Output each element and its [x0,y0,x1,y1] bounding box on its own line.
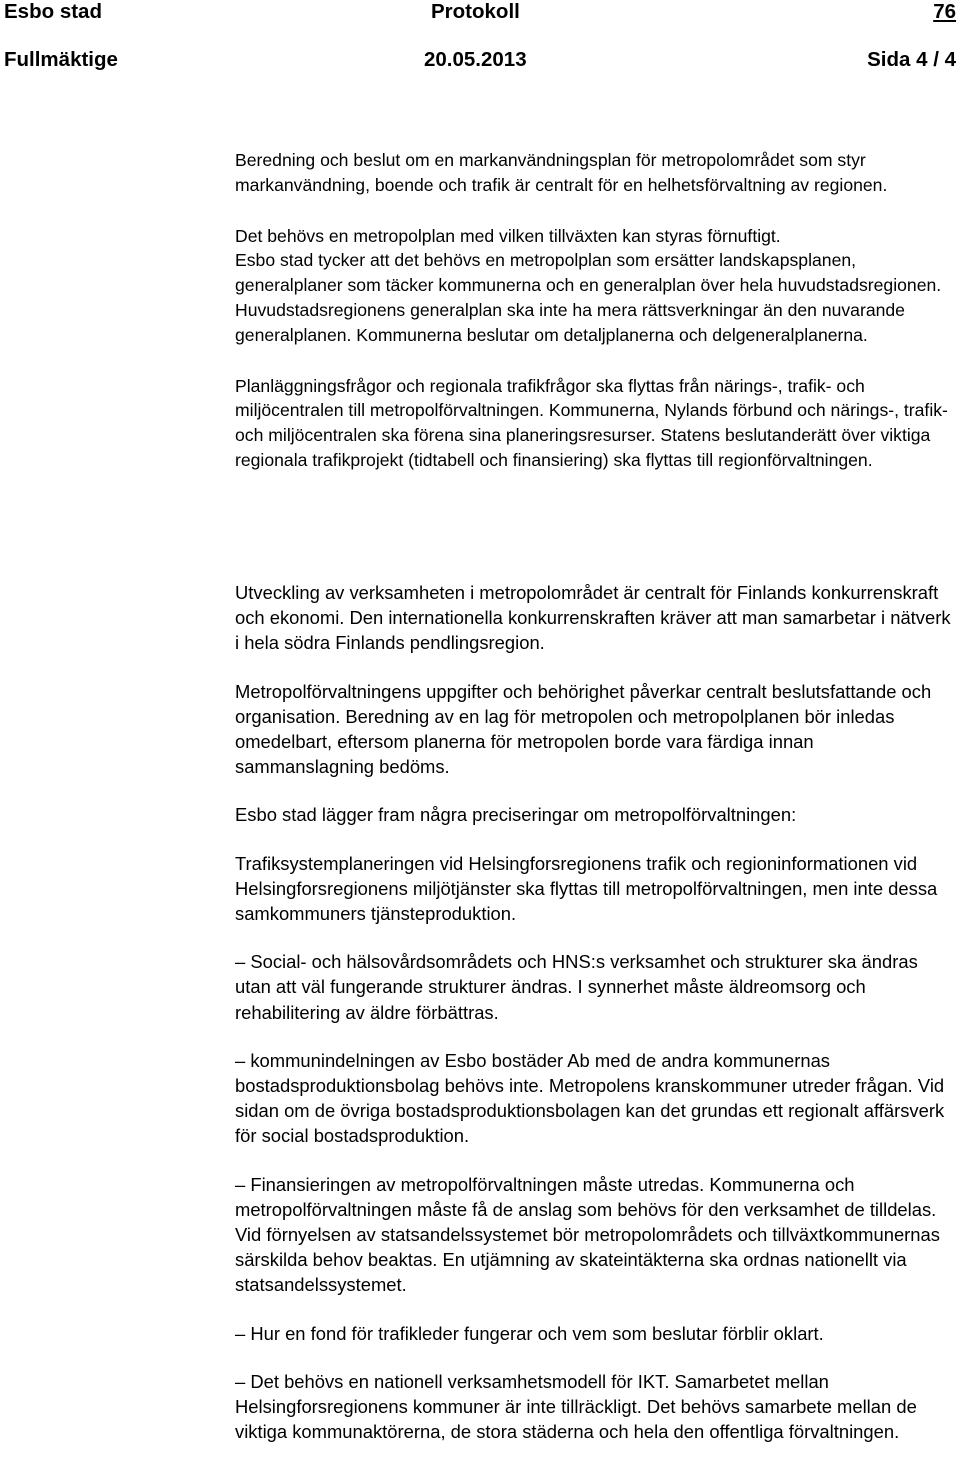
list-item: – Finansieringen av metropolförvaltningen måste utredas. Kommunerna och metropolförvaltningen måste få de anslag som behövs för den verksamhet de tilldelas. Vid förnyelsen av statsandelssystemet bör metropolområdets och tillväxtkommunernas särskilda behov beaktas. En utjämning av skateintäkterna ska ordnas nationellt via statsandelssystemet. [235,1173,940,1296]
header-org: Esbo stad [4,0,102,23]
header-date: 20.05.2013 [424,48,527,71]
paragraph: Esbo stad lägger fram några preciseringar om metropolförvaltningen: [235,804,797,826]
paragraph: Metropolförvaltningens uppgifter och behörighet påverkar centralt beslutsfattande och organisation. Beredning av en lag för metropolen och metropolplanen bör inledas omedelbart, eftersom planerna för metropolen borde vara färdiga innan sammanslagning bedöms. [235,680,932,778]
paragraph: Esbo stad tycker att det behövs en metropolplan som ersätter landskapsplanen, generalplaner som täcker kommunerna och en generalplan över hela huvudstadsregionen. Huvudstadsregionens generalplan ska inte ha mera rättsverkningar än den nuvarande generalplanen. Kommunerna beslutar om detaljplanerna och delgeneralplanerna. [235,250,942,345]
list-item: – Social- och hälsovårdsområdets och HNS:s verksamhet och strukturer ska ändras utan att väl fungerande strukturer ändras. I synnerhet måste äldreomsorg och rehabilitering av äldre förbättras. [235,951,918,1023]
header-body: Fullmäktige [4,48,118,71]
document-body [235,148,957,499]
header-page-number: 76 [933,0,956,23]
paragraph: Utveckling av verksamheten i metropolområdet är centralt för Finlands konkurrenskraft och ekonomi. Den internationella konkurrenskraften kräver att man samarbetar i nätverk i hela södra Finlands pendlingsregion. [235,582,951,654]
header-doc-type: Protokoll [431,0,520,23]
paragraph: Det behövs en metropolplan med vilken tillväxten kan styras förnuftigt. [235,225,781,246]
header-page-of: Sida 4 / 4 [867,48,956,71]
list-item: – Hur en fond för trafikleder fungerar och vem som beslutar förblir oklart. [235,1322,824,1344]
paragraph: Beredning och beslut om en markanvändningsplan för metropolområdet som styr markanvändning, boende och trafik är centralt för en helhetsförvaltning av regionen. [235,150,888,195]
paragraph: Trafiksystemplaneringen vid Helsingforsregionens trafik och regioninformationen vid Helsingforsregionens miljötjänster ska flyttas till metropolförvaltningen, men inte dessa samkommuners tjänsteproduktion. [235,852,938,925]
list-item: – Det behövs en nationell verksamhetsmodell för IKT. Samarbetet mellan Helsingforsregionens kommuner är inte tillräckligt. Det behövs samarbete mellan de viktiga kommunaktörerna, de stora städerna och hela den offentliga förvaltningen. [235,1370,917,1443]
document-body-continued [235,580,957,1467]
list-item: – kommunindelningen av Esbo bostäder Ab med de andra kommunernas bostadsproduktionsbolag behövs inte. Metropolens kranskommuner utreder frågan. Vid sidan om de övriga bostadsproduktionsbolagen kan det grundas ett regionalt affärsverk för social bostadsproduktion. [235,1049,945,1147]
paragraph: Planläggningsfrågor och regionala trafikfrågor ska flyttas från närings-, trafik- och miljöcentralen till metropolförvaltningen. Kommunerna, Nylands förbund och närings-, trafik- och miljöcentralen ska förena sina planeringsresurser. Statens beslutanderätt över viktiga regionala trafikprojekt (tidtabell och finansiering) ska flyttas till regionförvaltningen. [235,375,948,470]
